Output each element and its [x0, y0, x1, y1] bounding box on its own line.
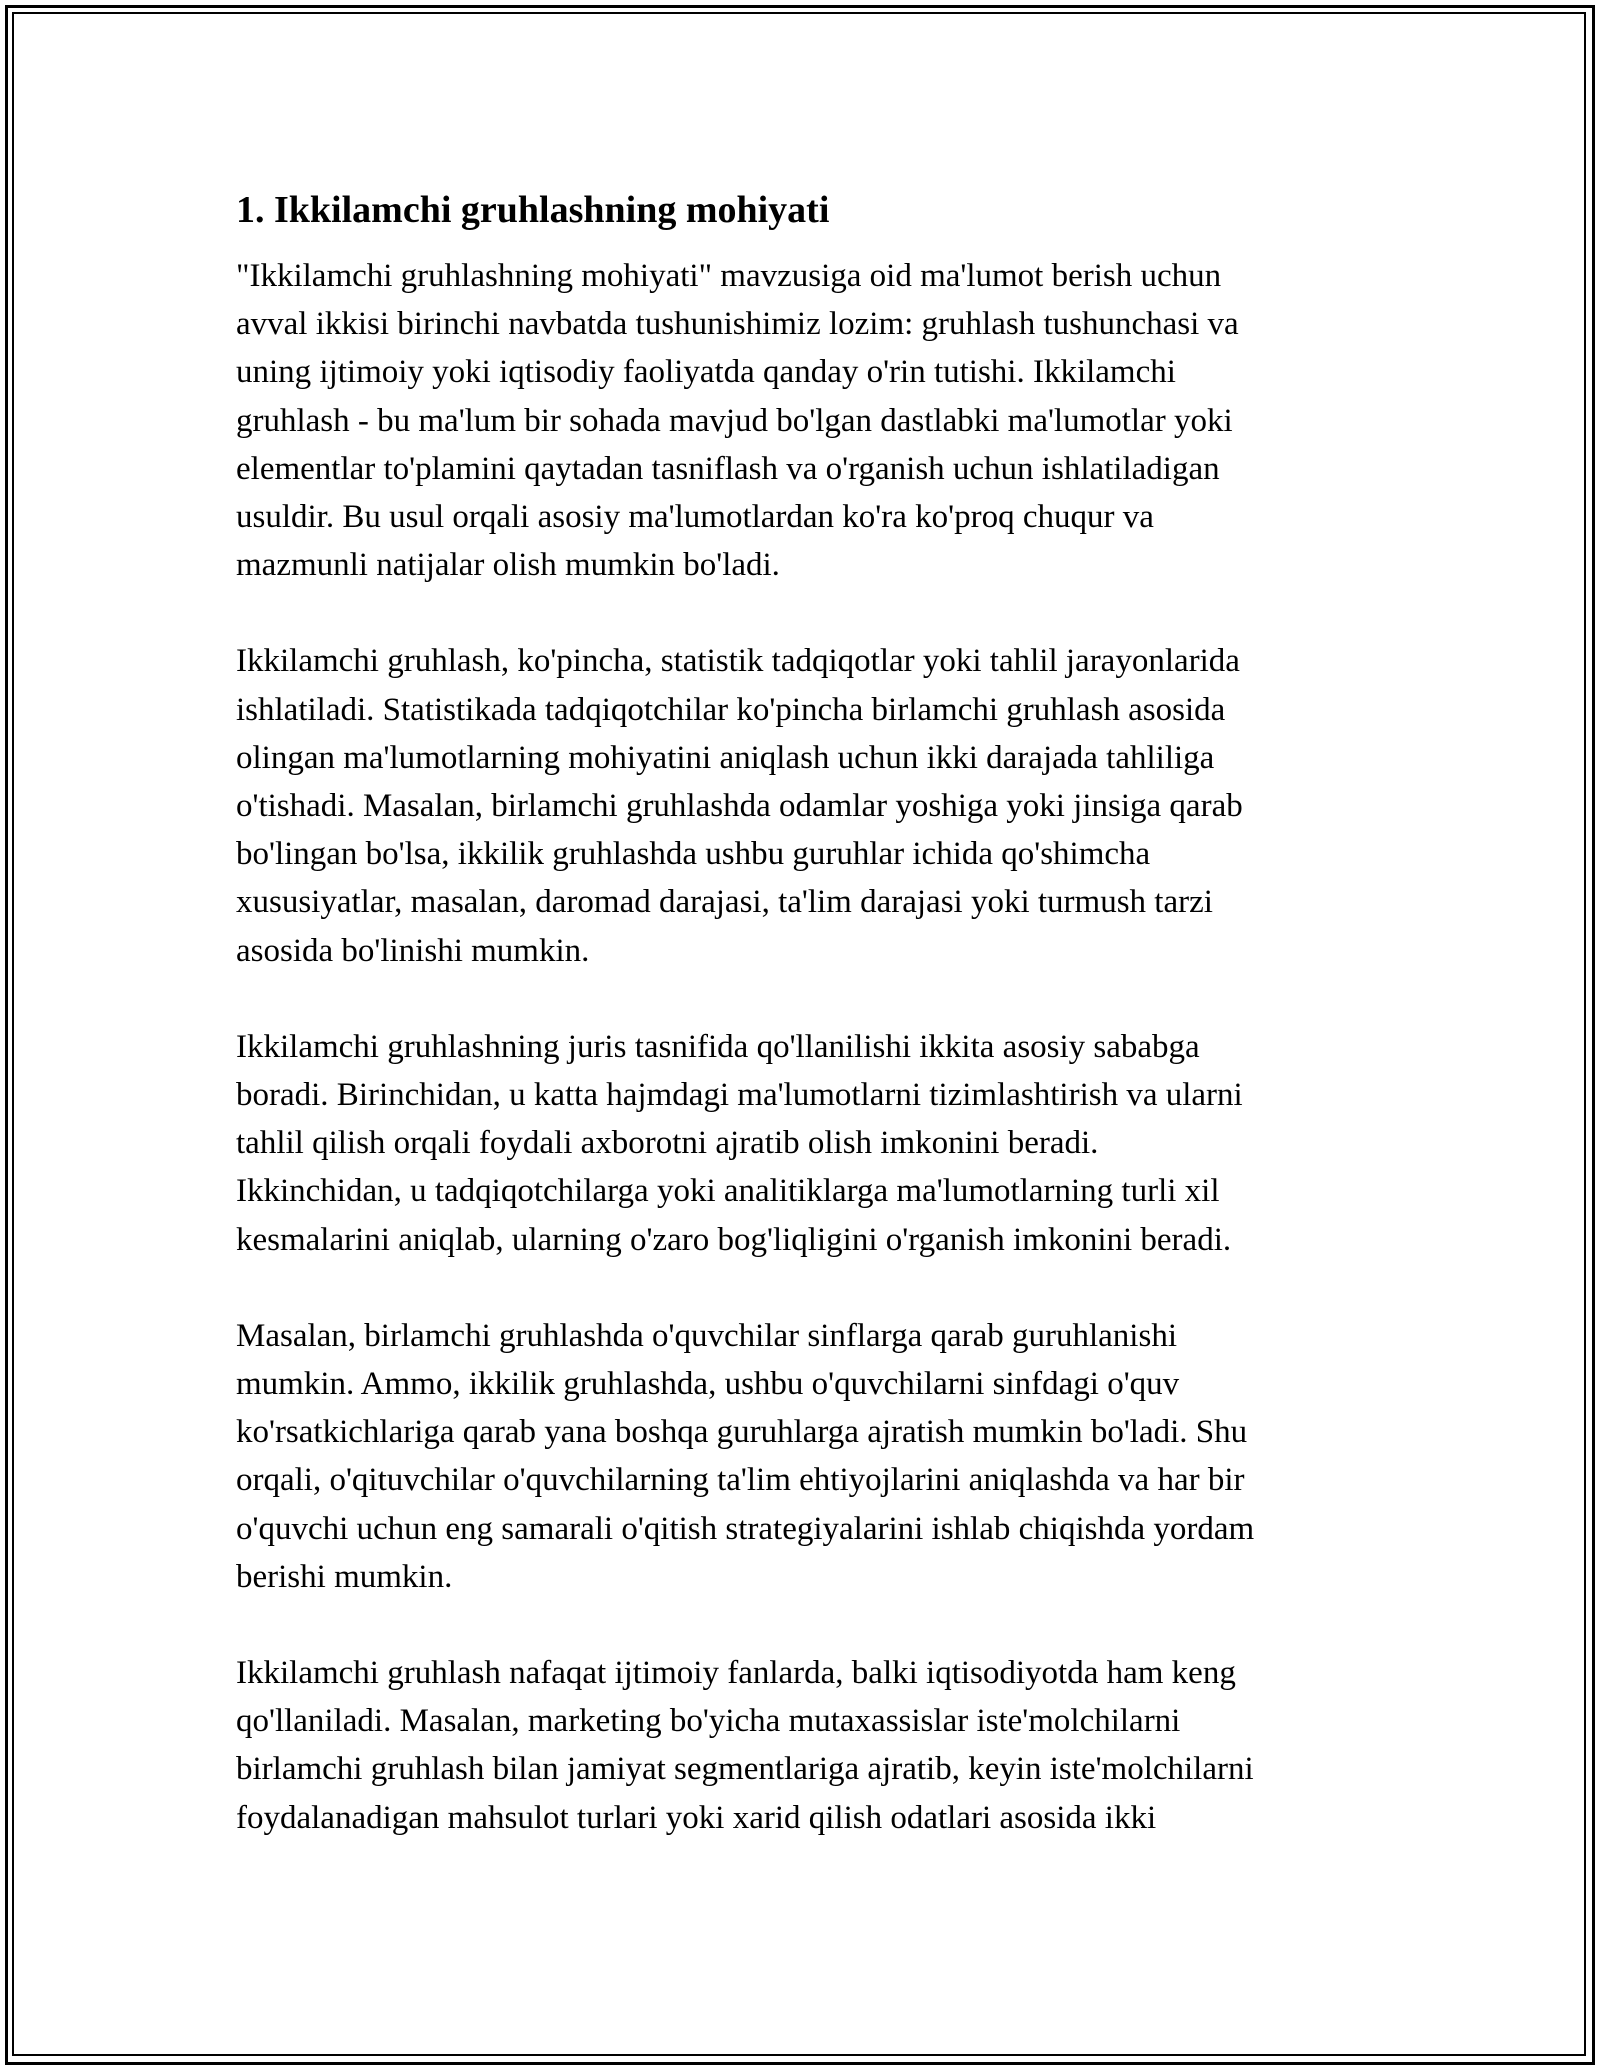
text-line: elementlar to'plamini qaytadan tasniflash va o'rganish uchun ishlatiladigan [236, 450, 1220, 487]
text-line: o'tishadi. Masalan, birlamchi gruhlashda odamlar yoshiga yoki jinsiga qarab [236, 788, 1243, 825]
text-line: gruhlash - bu ma'lum bir sohada mavjud bo'lgan dastlabki ma'lumotlar yoki [236, 402, 1233, 439]
text-line: foydalanadigan mahsulot turlari yoki xarid qilish odatlari asosida ikki [236, 1799, 1157, 1836]
text-line: o'quvchi uchun eng samarali o'qitish strategiyalarini ishlab chiqishda yordam [236, 1510, 1255, 1547]
text-line: Ikkilamchi gruhlashning juris tasnifida qo'llanilishi ikkita asosiy sababga [236, 1028, 1200, 1065]
paragraph-4 [236, 1312, 1386, 1601]
text-line: asosida bo'linishi mumkin. [236, 932, 590, 969]
text-line: olingan ma'lumotlarning mohiyatini aniqlash uchun ikki darajada tahliliga [236, 739, 1215, 776]
text-line: bo'lingan bo'lsa, ikkilik gruhlashda ushbu guruhlar ichida qo'shimcha [236, 836, 1151, 873]
text-line: Ikkinchidan, u tadqiqotchilarga yoki analitiklarga ma'lumotlarning turli xil [236, 1173, 1220, 1210]
text-line: avval ikkisi birinchi navbatda tushunishimiz lozim: gruhlash tushunchasi va [236, 306, 1239, 343]
text-line: Ikkilamchi gruhlash nafaqat ijtimoiy fanlarda, balki iqtisodiyotda ham keng [236, 1655, 1236, 1692]
text-line: kesmalarini aniqlab, ularning o'zaro bog'liqligini o'rganish imkonini beradi. [236, 1221, 1232, 1258]
text-line: uning ijtimoiy yoki iqtisodiy faoliyatda qanday o'rin tutishi. Ikkilamchi [236, 354, 1176, 391]
document-title: 1. Ikkilamchi gruhlashning mohiyati [236, 189, 830, 231]
text-line: orqali, o'qituvchilar o'quvchilarning ta'lim ehtiyojlarini aniqlashda va har bir [236, 1462, 1245, 1499]
paragraph-3 [236, 1023, 1386, 1264]
text-line: usuldir. Bu usul orqali asosiy ma'lumotlardan ko'ra ko'proq chuqur va [236, 499, 1154, 536]
paragraph-1 [236, 252, 1386, 589]
paragraph-2 [236, 637, 1386, 974]
text-line: ishlatiladi. Statistikada tadqiqotchilar ko'pincha birlamchi gruhlash asosida [236, 691, 1226, 728]
text-line: ko'rsatkichlariga qarab yana boshqa guruhlarga ajratish mumkin bo'ladi. Shu [236, 1414, 1248, 1451]
text-line: "Ikkilamchi gruhlashning mohiyati" mavzusiga oid ma'lumot berish uchun [236, 258, 1222, 294]
text-line: birlamchi gruhlash bilan jamiyat segmentlariga ajratib, keyin iste'molchilarni [236, 1751, 1254, 1788]
document-body [236, 182, 1386, 1890]
text-line: Masalan, birlamchi gruhlashda o'quvchilar sinflarga qarab guruhlanishi [236, 1317, 1177, 1354]
text-line: boradi. Birinchidan, u katta hajmdagi ma'lumotlarni tizimlashtirish va ularni [236, 1077, 1243, 1114]
text-line: mumkin. Ammo, ikkilik gruhlashda, ushbu o'quvchilarni sinfdagi o'quv [236, 1366, 1180, 1403]
text-line: xususiyatlar, masalan, daromad darajasi, ta'lim darajasi yoki turmush tarzi [236, 884, 1213, 921]
text-line: tahlil qilish orqali foydali axborotni ajratib olish imkonini beradi. [236, 1125, 1099, 1162]
paragraph-5 [236, 1649, 1386, 1842]
text-line: Ikkilamchi gruhlash, ko'pincha, statistik tadqiqotlar yoki tahlil jarayonlarida [236, 643, 1240, 680]
text-line: qo'llaniladi. Masalan, marketing bo'yicha mutaxassislar iste'molchilarni [236, 1703, 1181, 1740]
text-line: mazmunli natijalar olish mumkin bo'ladi. [236, 547, 780, 584]
text-line: berishi mumkin. [236, 1558, 453, 1595]
